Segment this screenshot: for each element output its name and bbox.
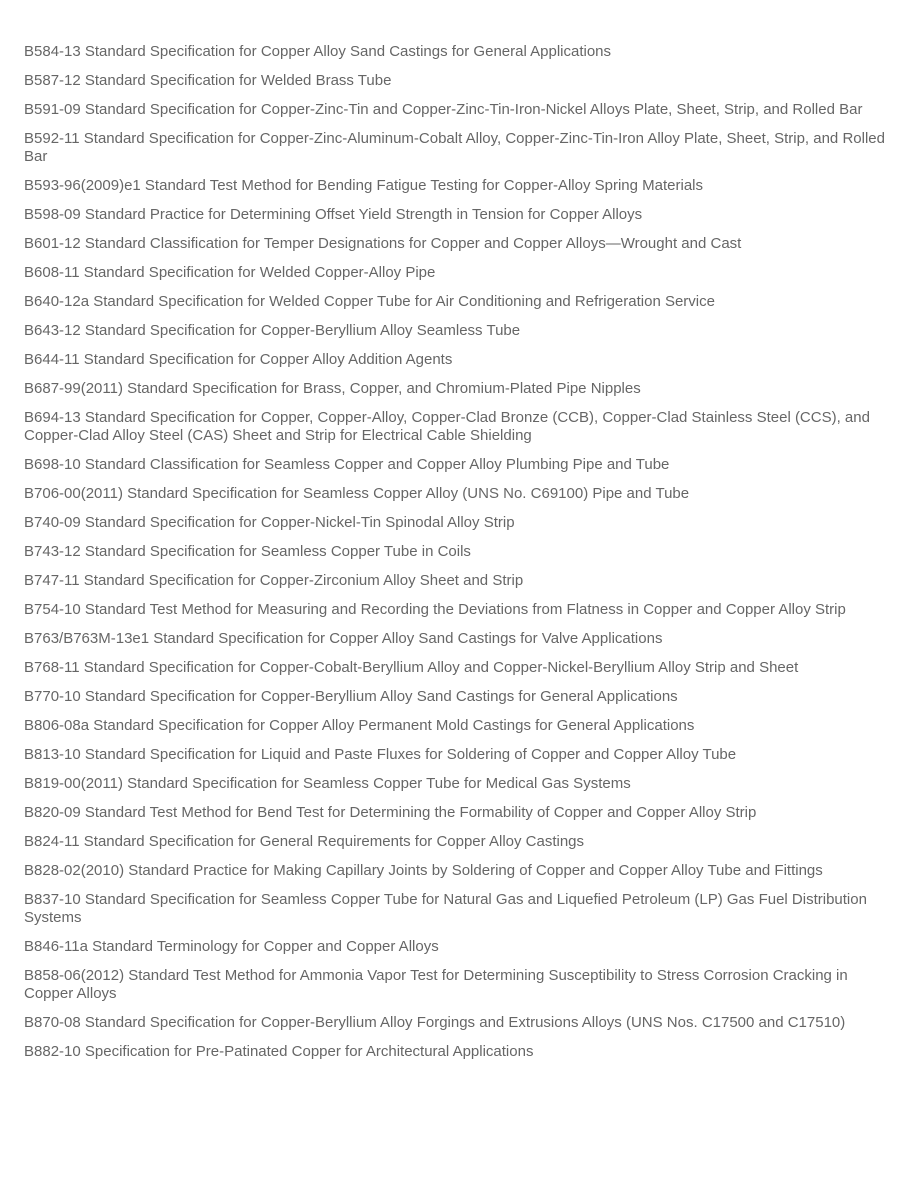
list-item: B587-12 Standard Specification for Welded Brass Tube [24,72,392,89]
list-item: B698-10 Standard Classification for Seamless Copper and Copper Alloy Plumbing Pipe and Tube [24,456,670,473]
list-item: B706-00(2011) Standard Specification for Seamless Copper Alloy (UNS No. C69100) Pipe and Tube [24,485,690,502]
list-item: B806-08a Standard Specification for Copper Alloy Permanent Mold Castings for General Applications [24,717,695,734]
list-item: B687-99(2011) Standard Specification for Brass, Copper, and Chromium-Plated Pipe Nipples [24,380,641,397]
list-item: B743-12 Standard Specification for Seamless Copper Tube in Coils [24,543,471,560]
list-item: B819-00(2011) Standard Specification for Seamless Copper Tube for Medical Gas Systems [24,775,631,792]
list-item: B837-10 Standard Specification for Seamless Copper Tube for Natural Gas and Liquefied Petroleum (LP) Gas Fuel Distribution Systems [24,891,867,926]
list-item: B644-11 Standard Specification for Copper Alloy Addition Agents [24,351,453,368]
list-item: B694-13 Standard Specification for Copper, Copper-Alloy, Copper-Clad Bronze (CCB), Copper-Clad Stainless Steel (CCS), and Copper-Clad Alloy Steel (CAS) Sheet and Strip for Electrical Cable Shielding [24,409,870,444]
list-item: B813-10 Standard Specification for Liquid and Paste Fluxes for Soldering of Copper and Copper Alloy Tube [24,746,737,763]
list-item: B846-11a Standard Terminology for Copper and Copper Alloys [24,938,439,955]
list-item: B763/B763M-13e1 Standard Specification for Copper Alloy Sand Castings for Valve Applications [24,630,663,647]
standards-list [24,43,896,1072]
list-item: B828-02(2010) Standard Practice for Making Capillary Joints by Soldering of Copper and Copper Alloy Tube and Fittings [24,862,823,879]
list-item: B643-12 Standard Specification for Copper-Beryllium Alloy Seamless Tube [24,322,521,339]
list-item: B591-09 Standard Specification for Copper-Zinc-Tin and Copper-Zinc-Tin-Iron-Nickel Alloys Plate, Sheet, Strip, and Rolled Bar [24,101,863,118]
list-item: B640-12a Standard Specification for Welded Copper Tube for Air Conditioning and Refrigeration Service [24,293,715,310]
list-item: B598-09 Standard Practice for Determining Offset Yield Strength in Tension for Copper Alloys [24,206,643,223]
list-item: B770-10 Standard Specification for Copper-Beryllium Alloy Sand Castings for General Applications [24,688,678,705]
list-item: B882-10 Specification for Pre-Patinated Copper for Architectural Applications [24,1043,534,1060]
list-item: B601-12 Standard Classification for Temper Designations for Copper and Copper Alloys—Wrought and Cast [24,235,742,252]
list-item: B608-11 Standard Specification for Welded Copper-Alloy Pipe [24,264,436,281]
list-item: B858-06(2012) Standard Test Method for Ammonia Vapor Test for Determining Susceptibility to Stress Corrosion Cracking in Copper Alloys [24,967,848,1002]
list-item: B768-11 Standard Specification for Copper-Cobalt-Beryllium Alloy and Copper-Nickel-Beryllium Alloy Strip and Sheet [24,659,799,676]
list-item: B740-09 Standard Specification for Copper-Nickel-Tin Spinodal Alloy Strip [24,514,515,531]
list-item: B593-96(2009)e1 Standard Test Method for Bending Fatigue Testing for Copper-Alloy Spring Materials [24,177,704,194]
list-item: B754-10 Standard Test Method for Measuring and Recording the Deviations from Flatness in Copper and Copper Alloy Strip [24,601,846,618]
list-item: B870-08 Standard Specification for Copper-Beryllium Alloy Forgings and Extrusions Alloys (UNS Nos. C17500 and C17510) [24,1014,846,1031]
list-item: B592-11 Standard Specification for Copper-Zinc-Aluminum-Cobalt Alloy, Copper-Zinc-Tin-Iron Alloy Plate, Sheet, Strip, and Rolled Bar [24,130,885,165]
list-item: B584-13 Standard Specification for Copper Alloy Sand Castings for General Applications [24,43,612,60]
list-item: B747-11 Standard Specification for Copper-Zirconium Alloy Sheet and Strip [24,572,524,589]
list-item: B824-11 Standard Specification for General Requirements for Copper Alloy Castings [24,833,585,850]
list-item: B820-09 Standard Test Method for Bend Test for Determining the Formability of Copper and Copper Alloy Strip [24,804,757,821]
